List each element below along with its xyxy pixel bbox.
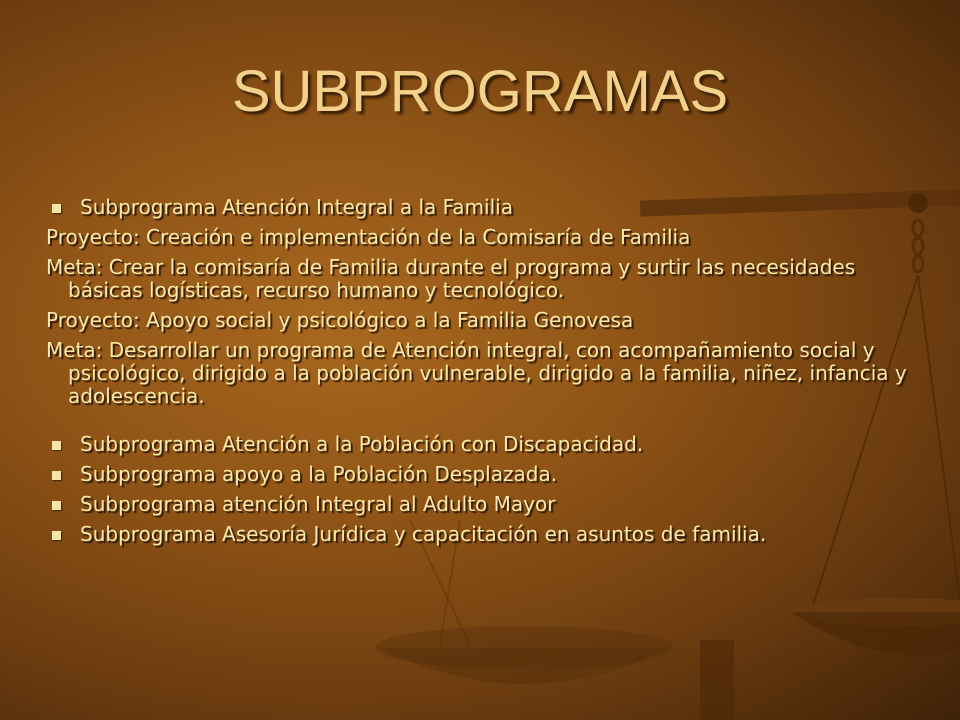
spacer [46, 415, 926, 433]
goal-line: Meta: Desarrollar un programa de Atención integral, con acompañamiento social y psicológico, dirigido a la población vulnerable, dirigido a la familia, niñez, infancia y adolescencia. [46, 338, 907, 408]
slide-title: SUBPROGRAMAS [231, 59, 729, 124]
list-item: Subprograma Asesoría Jurídica y capacitación en asuntos de familia. [46, 523, 926, 546]
project-line: Proyecto: Apoyo social y psicológico a la Familia Genovesa [46, 308, 634, 332]
list-item: Subprograma Atención a la Población con Discapacidad. [46, 433, 926, 456]
project-line: Proyecto: Creación e implementación de la Comisaría de Familia [46, 225, 691, 249]
list-item: Subprograma Atención Integral a la Familia [46, 196, 926, 219]
list-item: Subprograma apoyo a la Población Desplazada. [46, 463, 926, 486]
goal-line: Meta: Crear la comisaría de Familia durante el programa y surtir las necesidades básicas logísticas, recurso humano y tecnológico. [46, 255, 856, 302]
list-item: Subprograma atención Integral al Adulto Mayor [46, 493, 926, 516]
slide-body [46, 196, 926, 553]
